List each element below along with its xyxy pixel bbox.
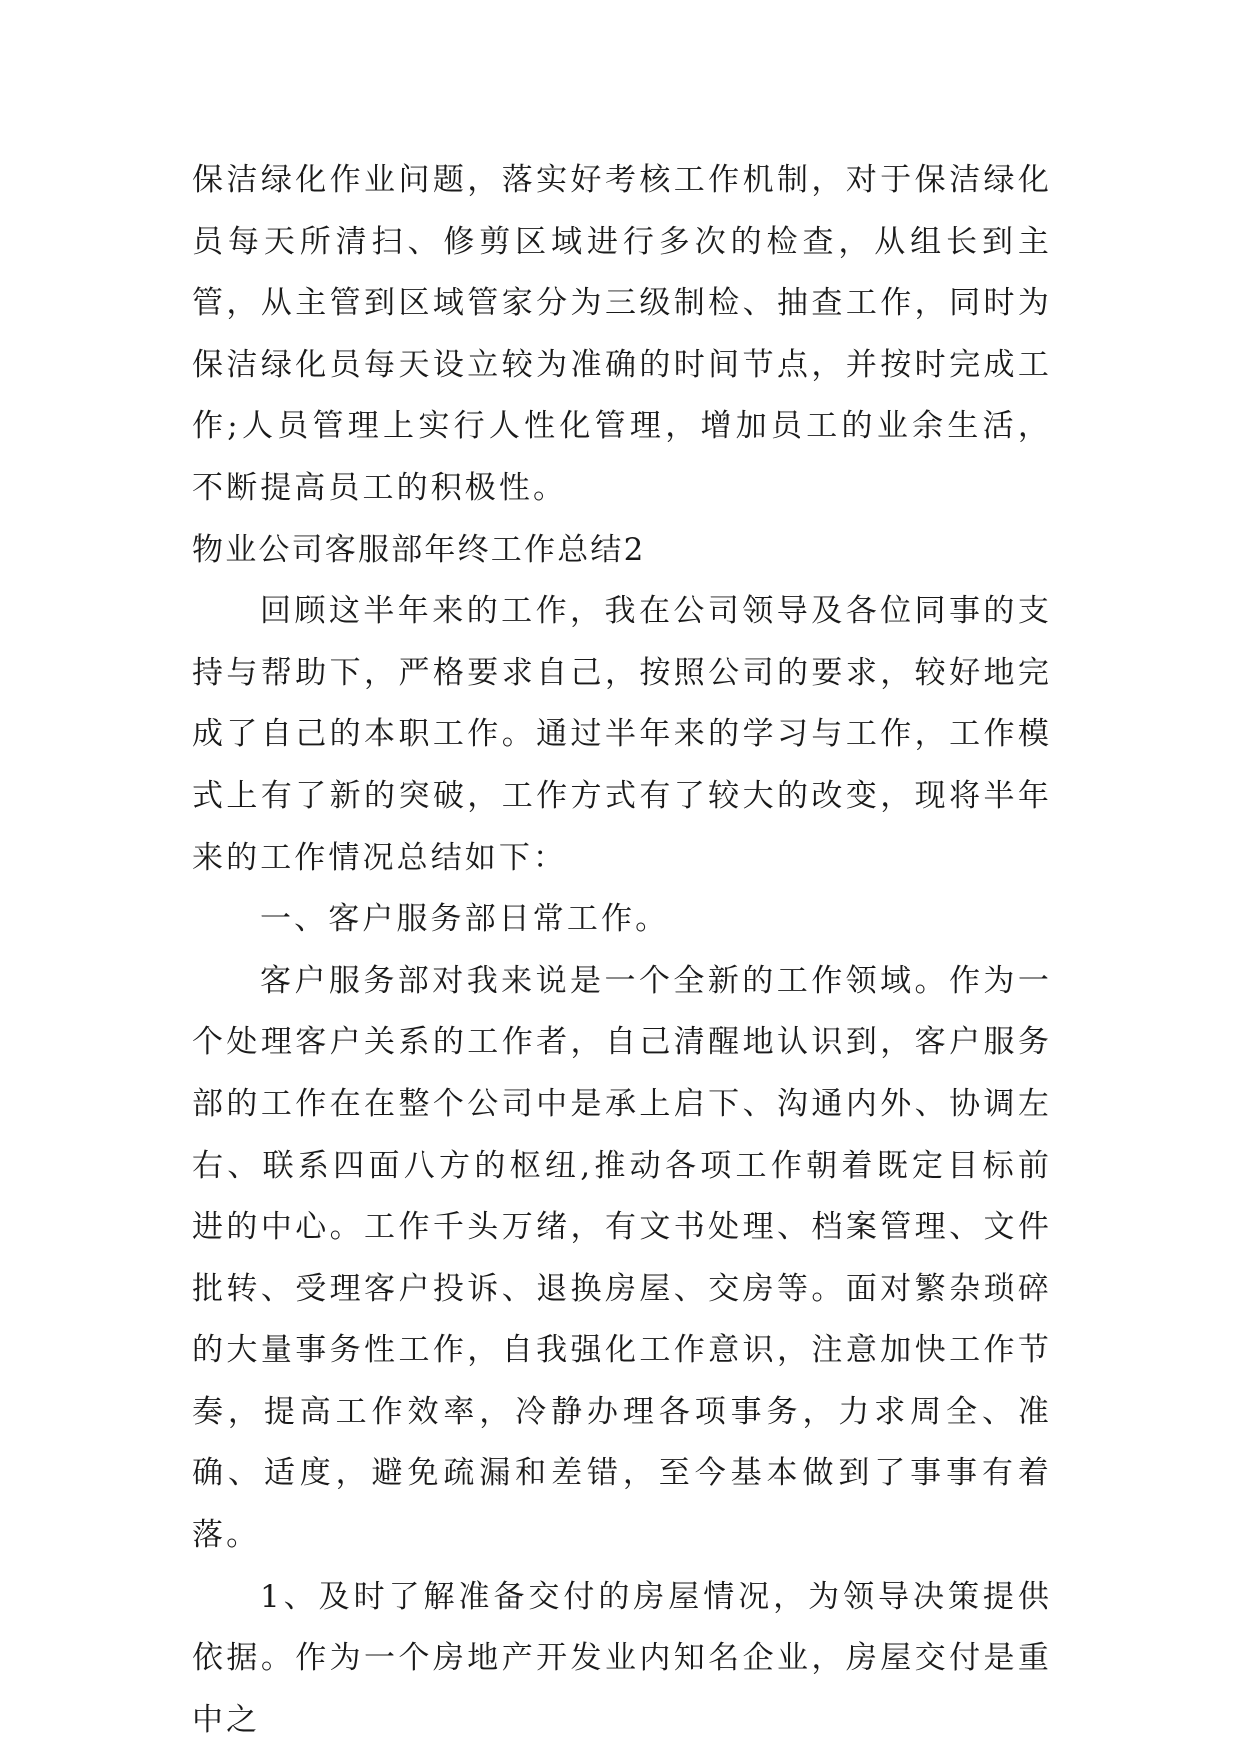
paragraph-customer-service-role: 客户服务部对我来说是一个全新的工作领域。作为一个处理客户关系的工作者，自己清醒地认识到，客户服务部的工作在在整个公司中是承上启下、沟通内外、协调左右、联系四面八方的枢纽,推动各项工作朝着既定目标前进的中心。工作千头万绪，有文书处理、档案管理、文件批转、受理客户投诉、退换房屋、交房等。面对繁杂琐碎的大量事务性工作，自我强化工作意识，注意加快工作节奏，提高工作效率，冷静办理各项事务，力求周全、准确、适度，避免疏漏和差错，至今基本做到了事事有着落。 bbox=[192, 962, 1052, 1554]
document-page bbox=[192, 150, 1052, 1751]
paragraph-cleaning-assessment: 保洁绿化作业问题，落实好考核工作机制，对于保洁绿化员每天所清扫、修剪区域进行多次的检查，从组长到主管，从主管到区域管家分为三级制检、抽查工作，同时为保洁绿化员每天设立较为准确的时间节点，并按时完成工作;人员管理上实行人性化管理，增加员工的业余生活，不断提高员工的积极性。 bbox=[192, 162, 1052, 506]
paragraph-subheading-daily-work: 一、客户服务部日常工作。 bbox=[260, 901, 670, 938]
section-title: 物业公司客服部年终工作总结2 bbox=[192, 531, 646, 568]
paragraph-item-1-housing-delivery: 1、及时了解准备交付的房屋情况，为领导决策提供依据。作为一个房地产开发业内知名企业，房屋交付是重中之 bbox=[192, 1578, 1052, 1738]
paragraph-review-intro: 回顾这半年来的工作，我在公司领导及各位同事的支持与帮助下，严格要求自己，按照公司的要求，较好地完成了自己的本职工作。通过半年来的学习与工作，工作模式上有了新的突破，工作方式有了较大的改变，现将半年来的工作情况总结如下： bbox=[192, 593, 1052, 876]
